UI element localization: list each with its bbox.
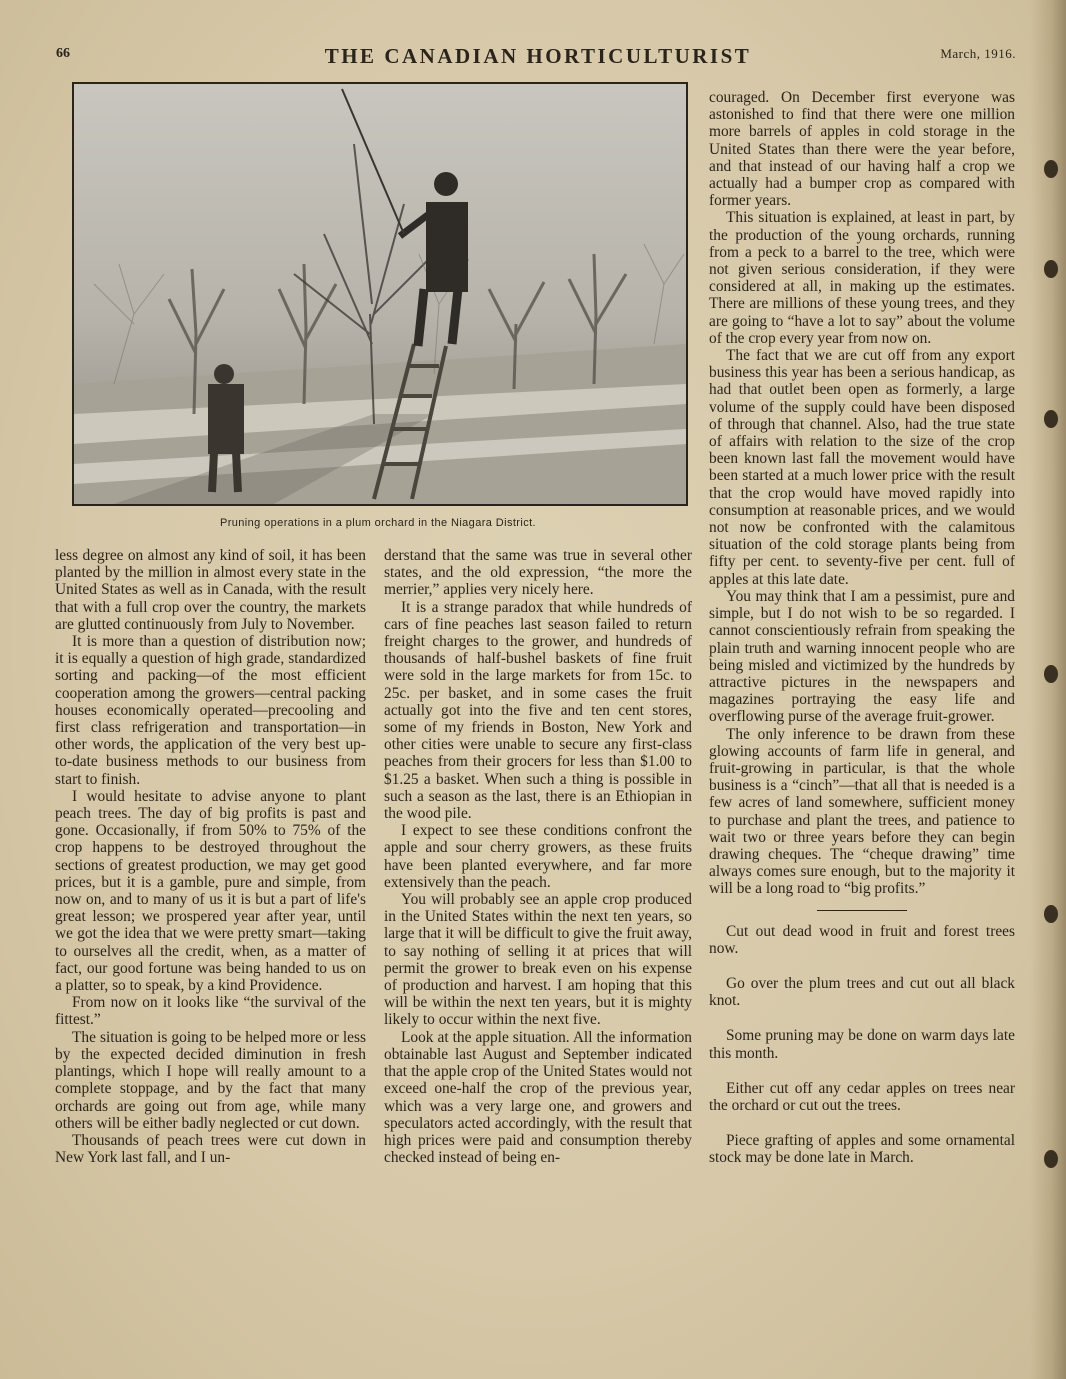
paragraph: The only inference to be drawn from these glowing accounts of farm life in general, and fruit-growing in particular, is that the whole business is a “cinch”—that all that is needed is a few acres of land somewhere, sufficient money to purchase and plant the trees, and patience to wait two or three years before they can begin drawing cheques. The “cheque drawing” time always comes sure enough, but to the majority it will be a long road to “big profits.”	[709, 725, 1015, 898]
paragraph: From now on it looks like “the survival of the fittest.”	[55, 994, 366, 1029]
text-column-2	[384, 547, 692, 1166]
paragraph: You will probably see an apple crop produced in the United States within the next ten years, so large that it will be difficult to give the fruit away, to say nothing of selling it at prices that will permit the grower to break even on his expense of production and harvest. I am hoping that this will be within the next ten years, but it is mighty likely to occur within the next five.	[384, 891, 692, 1029]
page-number: 66	[56, 46, 70, 61]
text-column-3	[709, 89, 1015, 1185]
binding-hole-icon	[1044, 160, 1058, 178]
tip-item: Either cut off any cedar apples on trees near the orchard or cut out the trees.	[709, 1079, 1015, 1114]
photo-caption: Pruning operations in a plum orchard in the Niagara District.	[219, 517, 537, 529]
issue-date: March, 1916.	[940, 46, 1016, 61]
masthead-title: THE CANADIAN HORTICULTURIST	[324, 44, 752, 68]
paragraph: I would hesitate to advise anyone to plant peach trees. The day of big profits is past and gone. Occasionally, if from 50% to 75% of the crop happens to be destroyed throughout the sections of greatest production, we may get good prices, but it is a gamble, pure and simple, from now on, and to many of us it is but a part of life's great lesson; we prospered year after year, until we got the idea that we were pretty smart—taking to ourselves all the credit, when, as a matter of fact, our good fortune was being handed to us on a platter, so to speak, by a kind Providence.	[55, 787, 366, 995]
binding-hole-icon	[1044, 260, 1058, 278]
paragraph: less degree on almost any kind of soil, it has been planted by the million in almost every state in the United States as well as in Canada, with the result that with a full crop over the country, the markets are glutted continuously from July to November.	[55, 547, 366, 633]
page-header	[56, 44, 1020, 74]
paragraph: This situation is explained, at least in part, by the production of the young orchards, running from a peck to a barrel to the tree, which were not given serious consideration, if they were considered at all, in making up the estimates. There are millions of these young trees, and they are going to “have a lot to say” about the volume of the crop every year from now on.	[709, 209, 1015, 347]
orchard-photo-image	[74, 84, 686, 504]
paragraph: couraged. On December first everyone was astonished to find that there were one million more barrels of apples in cold storage in the United States than there were the year before, and that instead of our having half a crop we actually had a bumper crop as compared with former years.	[709, 89, 1015, 210]
binding-hole-icon	[1044, 410, 1058, 428]
paragraph: You may think that I am a pessimist, pure and simple, but I do not wish to be so regarded. I cannot conscientiously refrain from speaking the plain truth and warning innocent people who are being misled and victimized by the hundreds by attractive pictures in the newspapers and magazines portraying the easy life and overflowing purse of the average fruit-grower.	[709, 587, 1015, 726]
section-divider	[817, 910, 907, 911]
tip-item: Some pruning may be done on warm days late this month.	[709, 1027, 1015, 1062]
binding-hole-icon	[1044, 1150, 1058, 1168]
binding-hole-icon	[1044, 665, 1058, 683]
binding-hole-icon	[1044, 905, 1058, 923]
paragraph: Look at the apple situation. All the information obtainable last August and September indicated that the apple crop of the United States would not exceed one-half the crop of the previous year, which was a very large one, and growers and speculators acted accordingly, with the result that high prices were paid and consumption thereby checked instead of being en-	[384, 1028, 692, 1167]
paragraph: The situation is going to be helped more or less by the expected decided diminution in fresh plantings, which I hope will really amount to a complete stoppage, and by the fact that many orchards are going out from age, while many others will be either badly neglected or cut down.	[55, 1028, 366, 1132]
tip-item: Piece grafting of apples and some ornamental stock may be done late in March.	[709, 1132, 1015, 1167]
paragraph: The fact that we are cut off from any export business this year has been a serious handicap, as had that outlet been open as formerly, a large volume of the supply could have been disposed of through that channel. Also, had the true state of affairs with relation to the size of the crop been known last fall the movement would have been started at a much lower price with the result that the crop would have moved rapidly into consumption at reasonable prices, and we would not now be confronted with the calamitous situation of the cold storage plants being from fifty per cent. to seventy-five per cent. full of apples at this late date.	[709, 347, 1015, 588]
paragraph: derstand that the same was true in several other states, and the old expression, “the more the merrier,” applies very nicely here.	[384, 547, 692, 599]
paragraph: I expect to see these conditions confront the apple and sour cherry growers, as these fruits have been planted everywhere, and far more extensively than the peach.	[384, 822, 692, 891]
paragraph: Thousands of peach trees were cut down in New York last fall, and I un-	[55, 1131, 366, 1167]
tip-item: Go over the plum trees and cut out all black knot.	[709, 974, 1015, 1010]
orchard-photo	[72, 82, 688, 506]
page-binding-edge	[1030, 0, 1066, 1379]
tip-item: Cut out dead wood in fruit and forest trees now.	[709, 922, 1015, 957]
paragraph: It is more than a question of distribution now; it is equally a question of high grade, standardized sorting and packing—of the most efficient cooperation among the growers—central packing houses economically operated—precooling and first class refrigeration and transportation—in other words, the application of the very best up-to-date business methods to our business from start to finish.	[55, 633, 366, 788]
paragraph: It is a strange paradox that while hundreds of cars of fine peaches last season failed to return freight charges to the grower, and hundreds of thousands of half-bushel baskets of fine fruit were sold in the large markets for from 15c. to 25c. per basket, and in some cases the fruit actually got into the five and ten cent stores, some of my friends in Boston, New York and other cities were unable to secure any first-class peaches from their grocers for less than $1.00 to $1.25 a basket. When such a thing is possible in such a season as the last, there is an Ethiopian in the wood pile.	[384, 598, 692, 823]
text-column-1	[55, 547, 366, 1166]
